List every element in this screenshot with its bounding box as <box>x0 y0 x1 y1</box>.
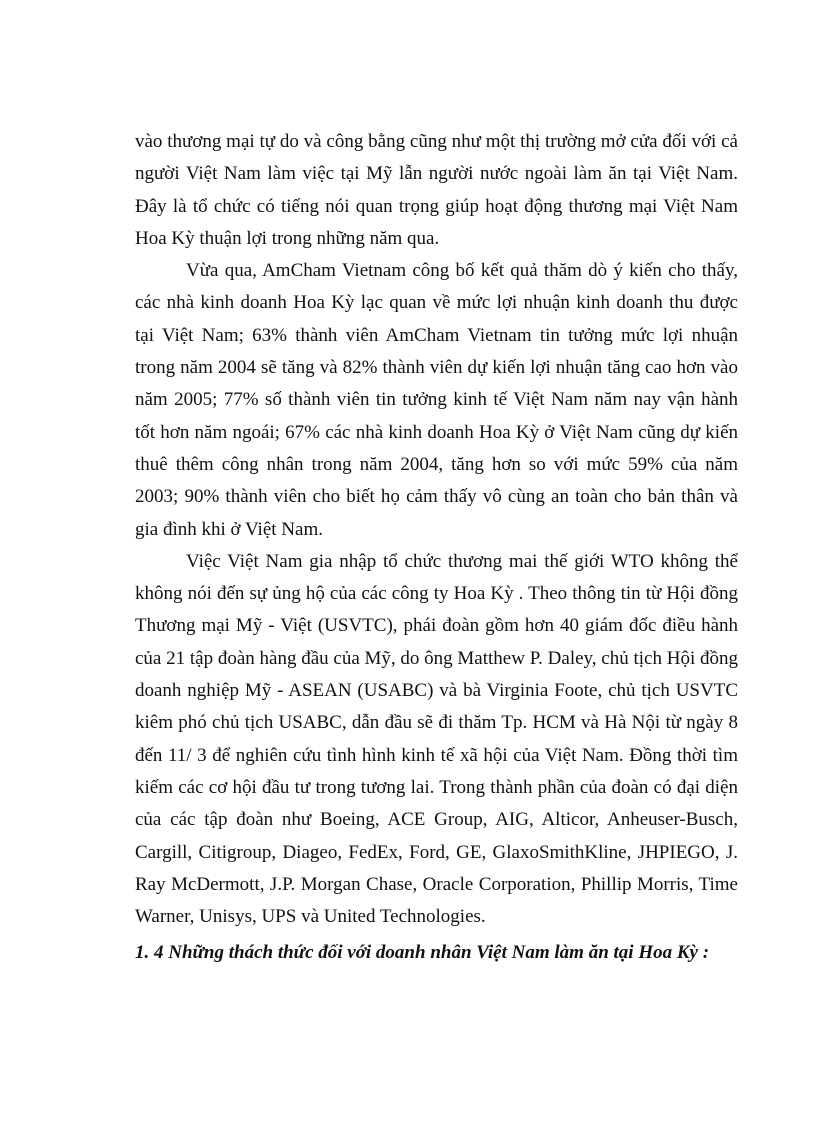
paragraph-amcham-survey: Vừa qua, AmCham Vietnam công bố kết quả thăm dò ý kiến cho thấy, các nhà kinh doanh Hoa Kỳ lạc quan về mức lợi nhuận kinh doanh thu được tại Việt Nam; 63% thành viên AmCham Vietnam tin tưởng mức lợi nhuận trong năm 2004 sẽ tăng và 82% thành viên dự kiến lợi nhuận tăng cao hơn vào năm 2005; 77% số thành viên tin tưởng kinh tế Việt Nam năm nay vận hành tốt hơn năm ngoái; 67% các nhà kinh doanh Hoa Kỳ ở Việt Nam cũng dự kiến thuê thêm công nhân trong năm 2004, tăng hơn so với mức 59% của năm 2003; 90% thành viên cho biết họ cảm thấy vô cùng an toàn cho bản thân và gia đình khi ở Việt Nam. <box>135 260 738 540</box>
section-heading: 1. 4 Những thách thức đối với doanh nhân Việt Nam làm ăn tại Hoa Kỳ : <box>135 942 710 964</box>
document-page <box>135 126 738 969</box>
paragraph-wto-delegation: Việc Việt Nam gia nhập tổ chức thương mai thế giới WTO không thể không nói đến sự ủng hộ của các công ty Hoa Kỳ . Theo thông tin từ Hội đồng Thương mại Mỹ - Việt (USVTC), phái đoàn gồm hơn 40 giám đốc điều hành của 21 tập đoàn hàng đầu của Mỹ, do ông Matthew P. Daley, chủ tịch Hội đồng doanh nghiệp Mỹ - ASEAN (USABC) và bà Virginia Foote, chủ tịch USVTC kiêm phó chủ tịch USABC, dẫn đầu sẽ đi thăm Tp. HCM và Hà Nội từ ngày 8 đến 11/ 3 để nghiên cứu tình hình kinh tế xã hội của Việt Nam. Đồng thời tìm kiếm các cơ hội đầu tư trong tương lai. Trong thành phần của đoàn có đại diện của các tập đoàn như Boeing, ACE Group, AIG, Alticor, Anheuser-Busch, Cargill, Citigroup, Diageo, FedEx, Ford, GE, GlaxoSmithKline, JHPIEGO, J. Ray McDermott, J.P. Morgan Chase, Oracle Corporation, Phillip Morris, Time Warner, Unisys, UPS và United Technologies. <box>135 550 738 928</box>
paragraph-continuation: vào thương mại tự do và công bằng cũng như một thị trường mở cửa đối với cả người Việt Nam làm việc tại Mỹ lẫn người nước ngoài làm ăn tại Việt Nam. Đây là tổ chức có tiếng nói quan trọng giúp hoạt động thương mại Việt Nam Hoa Kỳ thuận lợi trong những năm qua. <box>135 131 738 249</box>
